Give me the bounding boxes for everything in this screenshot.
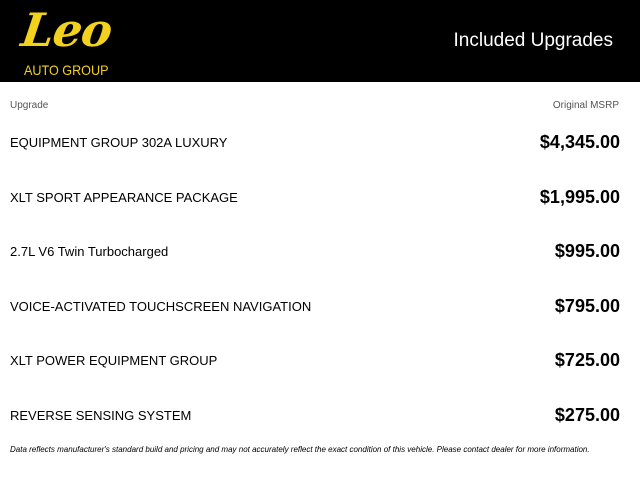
upgrade-price: $4,345.00: [539, 132, 620, 152]
upgrade-row: [0, 224, 640, 279]
upgrade-row: [0, 279, 640, 334]
header-bar: [0, 0, 640, 82]
logo-script-text: Leo: [18, 3, 116, 57]
upgrade-name: 2.7L V6 Twin Turbocharged: [10, 244, 169, 259]
logo-group-text: AUTO GROUP: [24, 62, 109, 78]
upgrade-row: [0, 388, 640, 443]
dealer-logo[interactable]: [18, 2, 116, 80]
upgrade-price: $1,995.00: [539, 186, 620, 207]
upgrade-name: VOICE-ACTIVATED TOUCHSCREEN NAVIGATION: [10, 298, 312, 314]
upgrade-name: XLT POWER EQUIPMENT GROUP: [10, 353, 218, 368]
upgrade-price: $275.00: [554, 404, 620, 425]
upgrade-row: [0, 333, 640, 388]
upgrade-price: $725.00: [554, 350, 620, 370]
upgrade-price: $795.00: [554, 295, 620, 316]
upgrade-row: [0, 115, 640, 170]
page-title: Included Upgrades: [453, 30, 613, 51]
upgrade-price: $995.00: [554, 241, 620, 261]
upgrade-name: REVERSE SENSING SYSTEM: [10, 407, 192, 423]
upgrade-name: XLT SPORT APPEARANCE PACKAGE: [10, 189, 238, 205]
msrp-column-header: Original MSRP: [552, 100, 619, 111]
disclaimer-text: Data reflects manufacturer's standard build and pricing and may not accurately reflect the exact condition of this vehicle. Please contact dealer for more information.: [10, 445, 590, 454]
upgrade-column-header: Upgrade: [10, 100, 49, 111]
upgrade-name: EQUIPMENT GROUP 302A LUXURY: [10, 135, 228, 150]
upgrades-list: [0, 115, 640, 442]
upgrade-row: [0, 170, 640, 225]
